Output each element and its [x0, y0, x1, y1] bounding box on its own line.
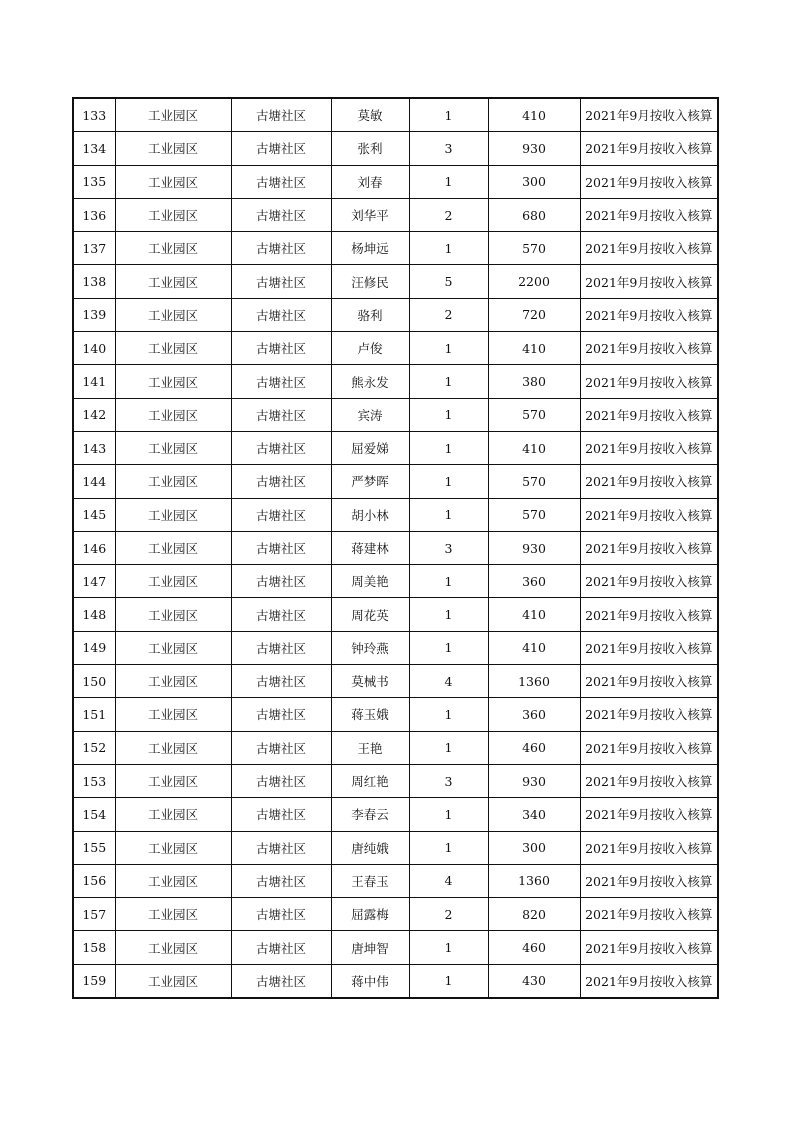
note-cell: 2021年9月按收入核算 [580, 132, 718, 165]
note-cell: 2021年9月按收入核算 [580, 531, 718, 564]
table-row [73, 565, 718, 598]
amount-cell: 680 [488, 198, 580, 231]
community-cell: 古塘社区 [231, 132, 331, 165]
community-cell: 古塘社区 [231, 831, 331, 864]
community-cell: 古塘社区 [231, 365, 331, 398]
note-cell: 2021年9月按收入核算 [580, 332, 718, 365]
household-count-cell: 1 [409, 365, 488, 398]
name-cell: 刘华平 [331, 198, 409, 231]
community-cell: 古塘社区 [231, 764, 331, 797]
row-number-cell: 146 [73, 531, 115, 564]
amount-cell: 570 [488, 465, 580, 498]
name-cell: 周美艳 [331, 565, 409, 598]
community-cell: 古塘社区 [231, 332, 331, 365]
district-cell: 工业园区 [115, 798, 231, 831]
table-row [73, 98, 718, 132]
name-cell: 莫械书 [331, 665, 409, 698]
district-cell: 工业园区 [115, 98, 231, 132]
table-row [73, 631, 718, 664]
note-cell: 2021年9月按收入核算 [580, 232, 718, 265]
amount-cell: 930 [488, 764, 580, 797]
note-cell: 2021年9月按收入核算 [580, 665, 718, 698]
district-cell: 工业园区 [115, 165, 231, 198]
district-cell: 工业园区 [115, 498, 231, 531]
household-count-cell: 1 [409, 698, 488, 731]
row-number-cell: 151 [73, 698, 115, 731]
name-cell: 熊永发 [331, 365, 409, 398]
note-cell: 2021年9月按收入核算 [580, 98, 718, 132]
amount-cell: 410 [488, 598, 580, 631]
district-cell: 工业园区 [115, 964, 231, 998]
household-count-cell: 4 [409, 864, 488, 897]
row-number-cell: 142 [73, 398, 115, 431]
name-cell: 刘春 [331, 165, 409, 198]
amount-cell: 380 [488, 365, 580, 398]
name-cell: 蒋中伟 [331, 964, 409, 998]
row-number-cell: 155 [73, 831, 115, 864]
household-count-cell: 4 [409, 665, 488, 698]
name-cell: 唐纯娥 [331, 831, 409, 864]
amount-cell: 460 [488, 731, 580, 764]
name-cell: 周红艳 [331, 764, 409, 797]
note-cell: 2021年9月按收入核算 [580, 198, 718, 231]
household-count-cell: 2 [409, 298, 488, 331]
row-number-cell: 139 [73, 298, 115, 331]
table-row [73, 332, 718, 365]
table-row [73, 898, 718, 931]
table-row [73, 465, 718, 498]
amount-cell: 340 [488, 798, 580, 831]
note-cell: 2021年9月按收入核算 [580, 964, 718, 998]
note-cell: 2021年9月按收入核算 [580, 631, 718, 664]
community-cell: 古塘社区 [231, 198, 331, 231]
table-row [73, 165, 718, 198]
household-count-cell: 1 [409, 165, 488, 198]
household-count-cell: 2 [409, 898, 488, 931]
district-cell: 工业园区 [115, 598, 231, 631]
note-cell: 2021年9月按收入核算 [580, 365, 718, 398]
household-count-cell: 3 [409, 764, 488, 797]
district-cell: 工业园区 [115, 631, 231, 664]
district-cell: 工业园区 [115, 232, 231, 265]
community-cell: 古塘社区 [231, 232, 331, 265]
district-cell: 工业园区 [115, 565, 231, 598]
row-number-cell: 154 [73, 798, 115, 831]
district-cell: 工业园区 [115, 764, 231, 797]
household-count-cell: 1 [409, 398, 488, 431]
name-cell: 蒋建林 [331, 531, 409, 564]
household-count-cell: 2 [409, 198, 488, 231]
district-cell: 工业园区 [115, 931, 231, 964]
community-cell: 古塘社区 [231, 565, 331, 598]
community-cell: 古塘社区 [231, 898, 331, 931]
name-cell: 严梦晖 [331, 465, 409, 498]
table-row [73, 931, 718, 964]
row-number-cell: 158 [73, 931, 115, 964]
household-count-cell: 1 [409, 831, 488, 864]
household-count-cell: 1 [409, 598, 488, 631]
table-row [73, 964, 718, 998]
district-cell: 工业园区 [115, 864, 231, 897]
table-row [73, 531, 718, 564]
name-cell: 周花英 [331, 598, 409, 631]
amount-cell: 360 [488, 565, 580, 598]
note-cell: 2021年9月按收入核算 [580, 698, 718, 731]
household-count-cell: 5 [409, 265, 488, 298]
name-cell: 钟玲燕 [331, 631, 409, 664]
row-number-cell: 134 [73, 132, 115, 165]
note-cell: 2021年9月按收入核算 [580, 898, 718, 931]
household-count-cell: 1 [409, 798, 488, 831]
community-cell: 古塘社区 [231, 398, 331, 431]
district-cell: 工业园区 [115, 265, 231, 298]
amount-cell: 360 [488, 698, 580, 731]
row-number-cell: 135 [73, 165, 115, 198]
row-number-cell: 144 [73, 465, 115, 498]
community-cell: 古塘社区 [231, 165, 331, 198]
name-cell: 王春玉 [331, 864, 409, 897]
household-count-cell: 1 [409, 631, 488, 664]
household-count-cell: 1 [409, 431, 488, 464]
community-cell: 古塘社区 [231, 498, 331, 531]
district-cell: 工业园区 [115, 398, 231, 431]
name-cell: 杨坤远 [331, 232, 409, 265]
community-cell: 古塘社区 [231, 798, 331, 831]
name-cell: 唐坤智 [331, 931, 409, 964]
amount-cell: 410 [488, 332, 580, 365]
name-cell: 屈爱娣 [331, 431, 409, 464]
amount-cell: 570 [488, 498, 580, 531]
district-cell: 工业园区 [115, 298, 231, 331]
note-cell: 2021年9月按收入核算 [580, 864, 718, 897]
community-cell: 古塘社区 [231, 931, 331, 964]
amount-cell: 300 [488, 165, 580, 198]
amount-cell: 1360 [488, 864, 580, 897]
table-row [73, 831, 718, 864]
district-cell: 工业园区 [115, 531, 231, 564]
district-cell: 工业园区 [115, 465, 231, 498]
household-count-cell: 1 [409, 731, 488, 764]
table-row [73, 232, 718, 265]
household-count-cell: 1 [409, 465, 488, 498]
table-row [73, 731, 718, 764]
table-row [73, 431, 718, 464]
note-cell: 2021年9月按收入核算 [580, 165, 718, 198]
table-row [73, 398, 718, 431]
row-number-cell: 141 [73, 365, 115, 398]
note-cell: 2021年9月按收入核算 [580, 931, 718, 964]
community-cell: 古塘社区 [231, 298, 331, 331]
amount-cell: 1360 [488, 665, 580, 698]
table-row [73, 764, 718, 797]
note-cell: 2021年9月按收入核算 [580, 298, 718, 331]
row-number-cell: 148 [73, 598, 115, 631]
row-number-cell: 159 [73, 964, 115, 998]
table-row [73, 665, 718, 698]
name-cell: 张利 [331, 132, 409, 165]
amount-cell: 570 [488, 398, 580, 431]
row-number-cell: 138 [73, 265, 115, 298]
row-number-cell: 153 [73, 764, 115, 797]
note-cell: 2021年9月按收入核算 [580, 831, 718, 864]
amount-cell: 430 [488, 964, 580, 998]
note-cell: 2021年9月按收入核算 [580, 398, 718, 431]
data-table [72, 97, 719, 999]
amount-cell: 720 [488, 298, 580, 331]
note-cell: 2021年9月按收入核算 [580, 498, 718, 531]
district-cell: 工业园区 [115, 332, 231, 365]
row-number-cell: 137 [73, 232, 115, 265]
table-row [73, 365, 718, 398]
community-cell: 古塘社区 [231, 531, 331, 564]
household-count-cell: 1 [409, 964, 488, 998]
district-cell: 工业园区 [115, 431, 231, 464]
community-cell: 古塘社区 [231, 665, 331, 698]
household-count-cell: 1 [409, 98, 488, 132]
row-number-cell: 136 [73, 198, 115, 231]
community-cell: 古塘社区 [231, 265, 331, 298]
amount-cell: 930 [488, 531, 580, 564]
row-number-cell: 150 [73, 665, 115, 698]
district-cell: 工业园区 [115, 132, 231, 165]
amount-cell: 410 [488, 98, 580, 132]
row-number-cell: 143 [73, 431, 115, 464]
community-cell: 古塘社区 [231, 98, 331, 132]
name-cell: 屈露梅 [331, 898, 409, 931]
table-row [73, 265, 718, 298]
community-cell: 古塘社区 [231, 465, 331, 498]
table-row [73, 864, 718, 897]
district-cell: 工业园区 [115, 831, 231, 864]
district-cell: 工业园区 [115, 898, 231, 931]
district-cell: 工业园区 [115, 698, 231, 731]
community-cell: 古塘社区 [231, 631, 331, 664]
household-count-cell: 1 [409, 232, 488, 265]
table-row [73, 298, 718, 331]
note-cell: 2021年9月按收入核算 [580, 598, 718, 631]
table-row [73, 598, 718, 631]
row-number-cell: 133 [73, 98, 115, 132]
name-cell: 宾涛 [331, 398, 409, 431]
household-count-cell: 1 [409, 565, 488, 598]
row-number-cell: 157 [73, 898, 115, 931]
table-row [73, 698, 718, 731]
name-cell: 卢俊 [331, 332, 409, 365]
household-count-cell: 1 [409, 498, 488, 531]
community-cell: 古塘社区 [231, 731, 331, 764]
household-count-cell: 3 [409, 531, 488, 564]
table-row [73, 132, 718, 165]
note-cell: 2021年9月按收入核算 [580, 798, 718, 831]
district-cell: 工业园区 [115, 365, 231, 398]
district-cell: 工业园区 [115, 731, 231, 764]
row-number-cell: 140 [73, 332, 115, 365]
note-cell: 2021年9月按收入核算 [580, 565, 718, 598]
amount-cell: 820 [488, 898, 580, 931]
row-number-cell: 149 [73, 631, 115, 664]
table-body [73, 98, 718, 998]
note-cell: 2021年9月按收入核算 [580, 265, 718, 298]
name-cell: 王艳 [331, 731, 409, 764]
row-number-cell: 156 [73, 864, 115, 897]
district-cell: 工业园区 [115, 665, 231, 698]
name-cell: 蒋玉娥 [331, 698, 409, 731]
row-number-cell: 152 [73, 731, 115, 764]
amount-cell: 410 [488, 431, 580, 464]
amount-cell: 930 [488, 132, 580, 165]
row-number-cell: 145 [73, 498, 115, 531]
community-cell: 古塘社区 [231, 864, 331, 897]
amount-cell: 2200 [488, 265, 580, 298]
name-cell: 李春云 [331, 798, 409, 831]
table-row [73, 198, 718, 231]
amount-cell: 460 [488, 931, 580, 964]
household-count-cell: 3 [409, 132, 488, 165]
note-cell: 2021年9月按收入核算 [580, 431, 718, 464]
district-cell: 工业园区 [115, 198, 231, 231]
community-cell: 古塘社区 [231, 598, 331, 631]
table-row [73, 798, 718, 831]
name-cell: 莫敏 [331, 98, 409, 132]
community-cell: 古塘社区 [231, 698, 331, 731]
name-cell: 汪修民 [331, 265, 409, 298]
household-count-cell: 1 [409, 931, 488, 964]
table-row [73, 498, 718, 531]
household-count-cell: 1 [409, 332, 488, 365]
row-number-cell: 147 [73, 565, 115, 598]
amount-cell: 410 [488, 631, 580, 664]
name-cell: 胡小林 [331, 498, 409, 531]
name-cell: 骆利 [331, 298, 409, 331]
amount-cell: 570 [488, 232, 580, 265]
community-cell: 古塘社区 [231, 964, 331, 998]
note-cell: 2021年9月按收入核算 [580, 465, 718, 498]
note-cell: 2021年9月按收入核算 [580, 731, 718, 764]
community-cell: 古塘社区 [231, 431, 331, 464]
note-cell: 2021年9月按收入核算 [580, 764, 718, 797]
amount-cell: 300 [488, 831, 580, 864]
